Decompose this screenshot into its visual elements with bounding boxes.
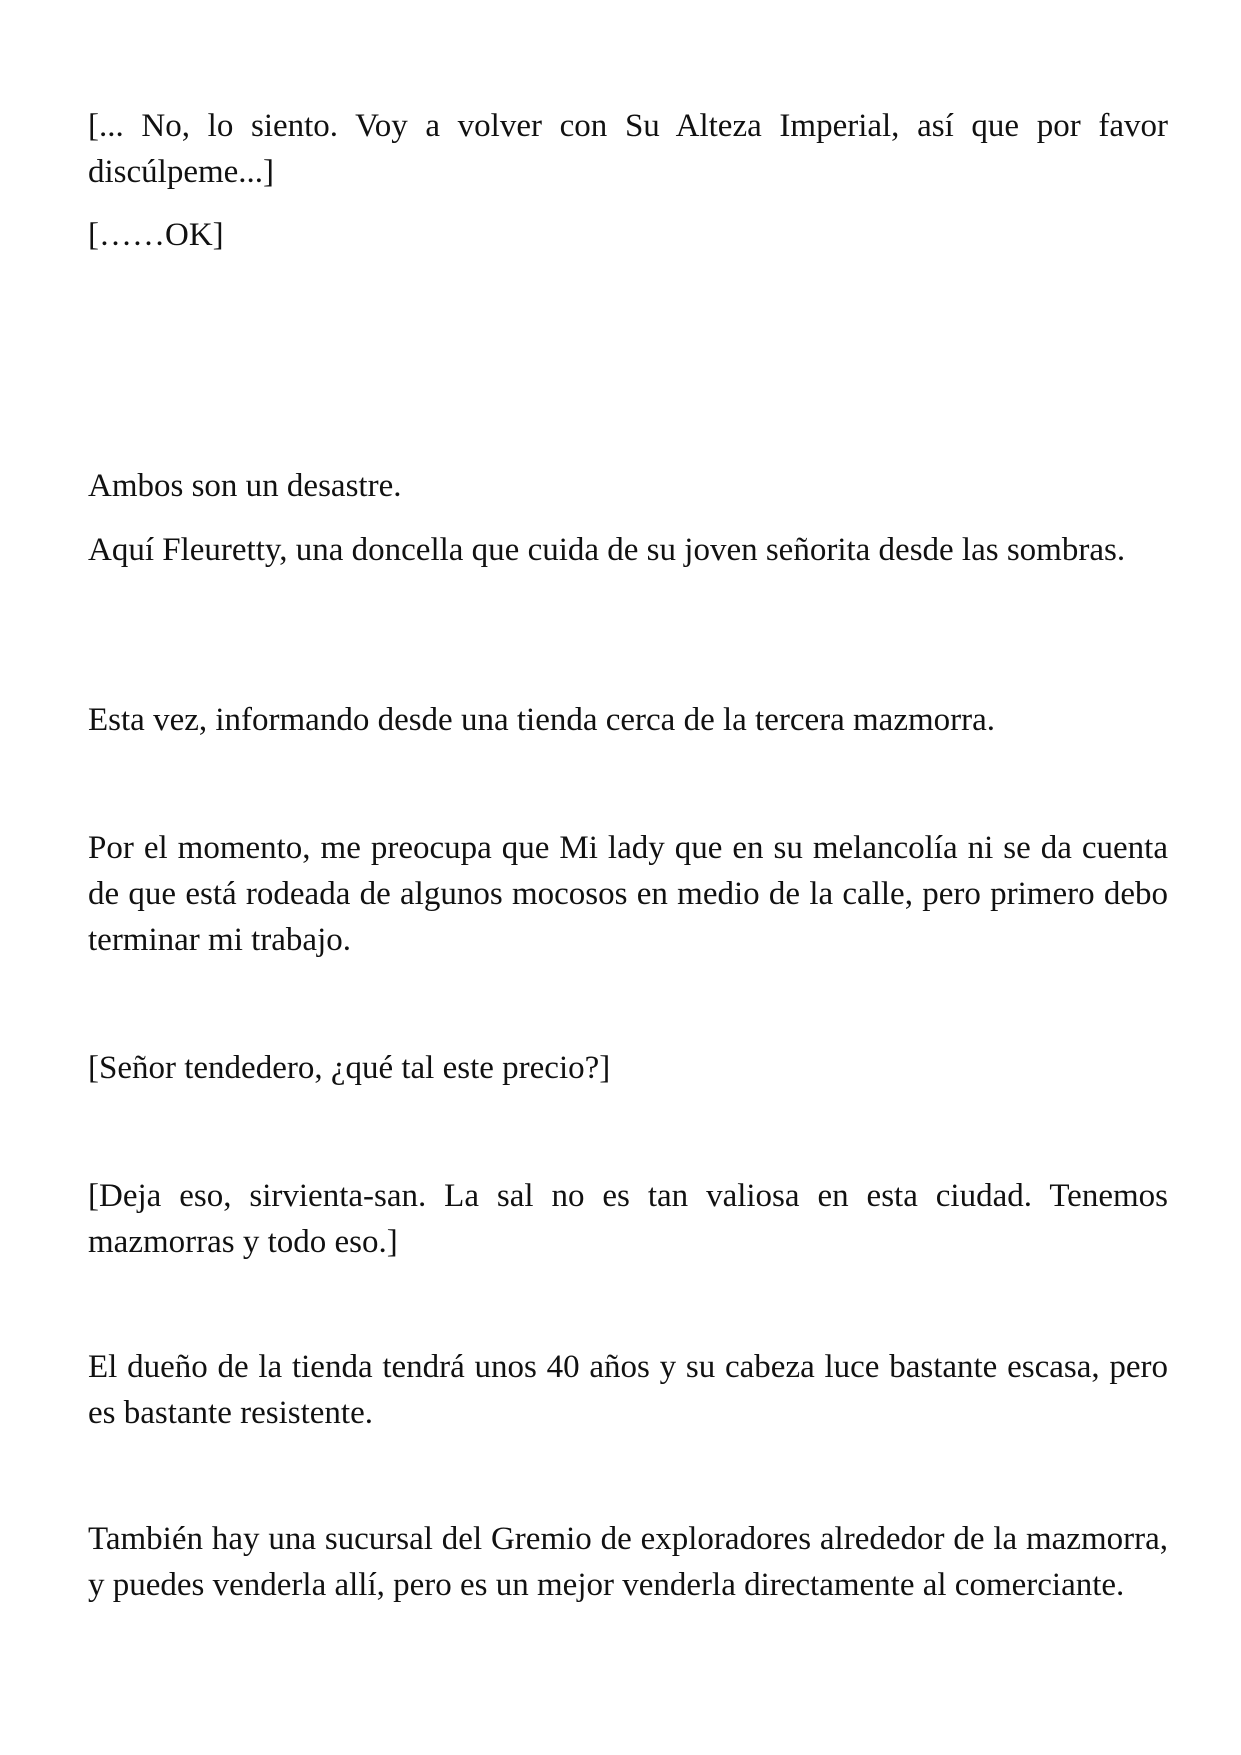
paragraph-10: También hay una sucursal del Gremio de exploradores alrededor de la mazmorra, y puedes venderla allí, pero es un mejor venderla directamente al comerciante. xyxy=(88,1521,1168,1603)
paragraph-4: Aquí Fleuretty, una doncella que cuida de su joven señorita desde las sombras. xyxy=(88,532,1126,568)
paragraph-7: [Señor tendedero, ¿qué tal este precio?] xyxy=(88,1050,611,1086)
paragraph-2: [……OK] xyxy=(88,217,224,253)
paragraph-6: Por el momento, me preocupa que Mi lady que en su melancolía ni se da cuenta de que está rodeada de algunos mocosos en medio de la calle, pero primero debo terminar mi trabajo. xyxy=(88,830,1168,958)
paragraph-8: [Deja eso, sirvienta-san. La sal no es tan valiosa en esta ciudad. Tenemos mazmorras y todo eso.] xyxy=(88,1178,1168,1260)
paragraph-1: [... No, lo siento. Voy a volver con Su Alteza Imperial, así que por favor discúlpeme...] xyxy=(88,108,1168,190)
paragraph-5: Esta vez, informando desde una tienda cerca de la tercera mazmorra. xyxy=(88,702,996,738)
paragraph-9: El dueño de la tienda tendrá unos 40 años y su cabeza luce bastante escasa, pero es bastante resistente. xyxy=(88,1349,1168,1431)
paragraph-3: Ambos son un desastre. xyxy=(88,468,402,504)
